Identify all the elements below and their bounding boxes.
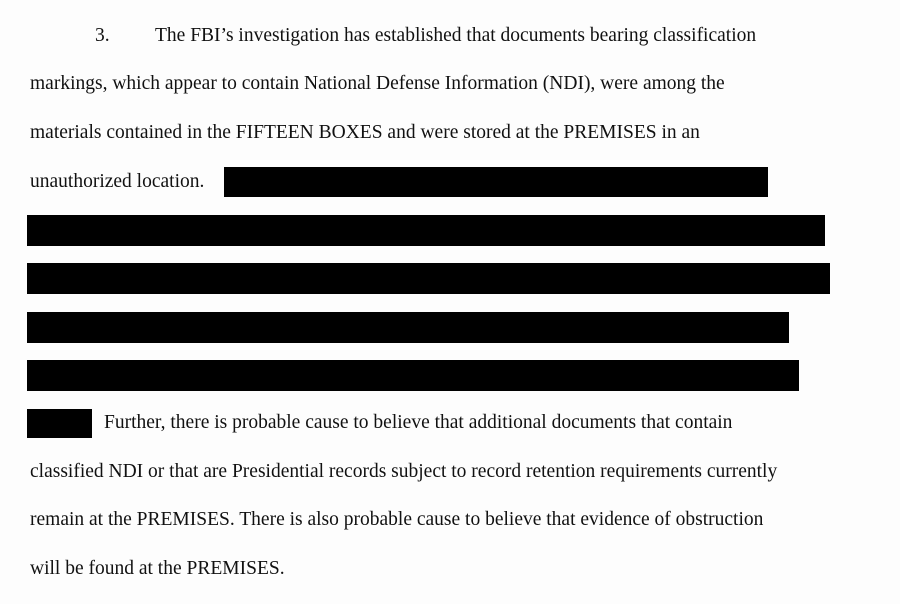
document-line: remain at the PREMISES. There is also probable cause to believe that evidence of obstruction [30, 509, 764, 530]
document-line: Further, there is probable cause to believe that additional documents that contain [104, 412, 733, 433]
redaction-bar [27, 409, 92, 438]
redaction-bar [27, 312, 789, 343]
document-line: unauthorized location. [30, 171, 205, 192]
document-line: classified NDI or that are Presidential records subject to record retention requirements currently [30, 461, 778, 482]
document-line: The FBI’s investigation has established that documents bearing classification [155, 25, 757, 46]
document-line: markings, which appear to contain National Defense Information (NDI), were among the [30, 73, 725, 94]
document-line: will be found at the PREMISES. [30, 558, 285, 579]
paragraph-number: 3. [95, 25, 110, 46]
document-line: materials contained in the FIFTEEN BOXES and were stored at the PREMISES in an [30, 122, 700, 143]
redaction-bar [27, 263, 830, 294]
redaction-bar [27, 215, 825, 246]
redaction-bar [27, 360, 799, 391]
redaction-bar [224, 167, 768, 197]
